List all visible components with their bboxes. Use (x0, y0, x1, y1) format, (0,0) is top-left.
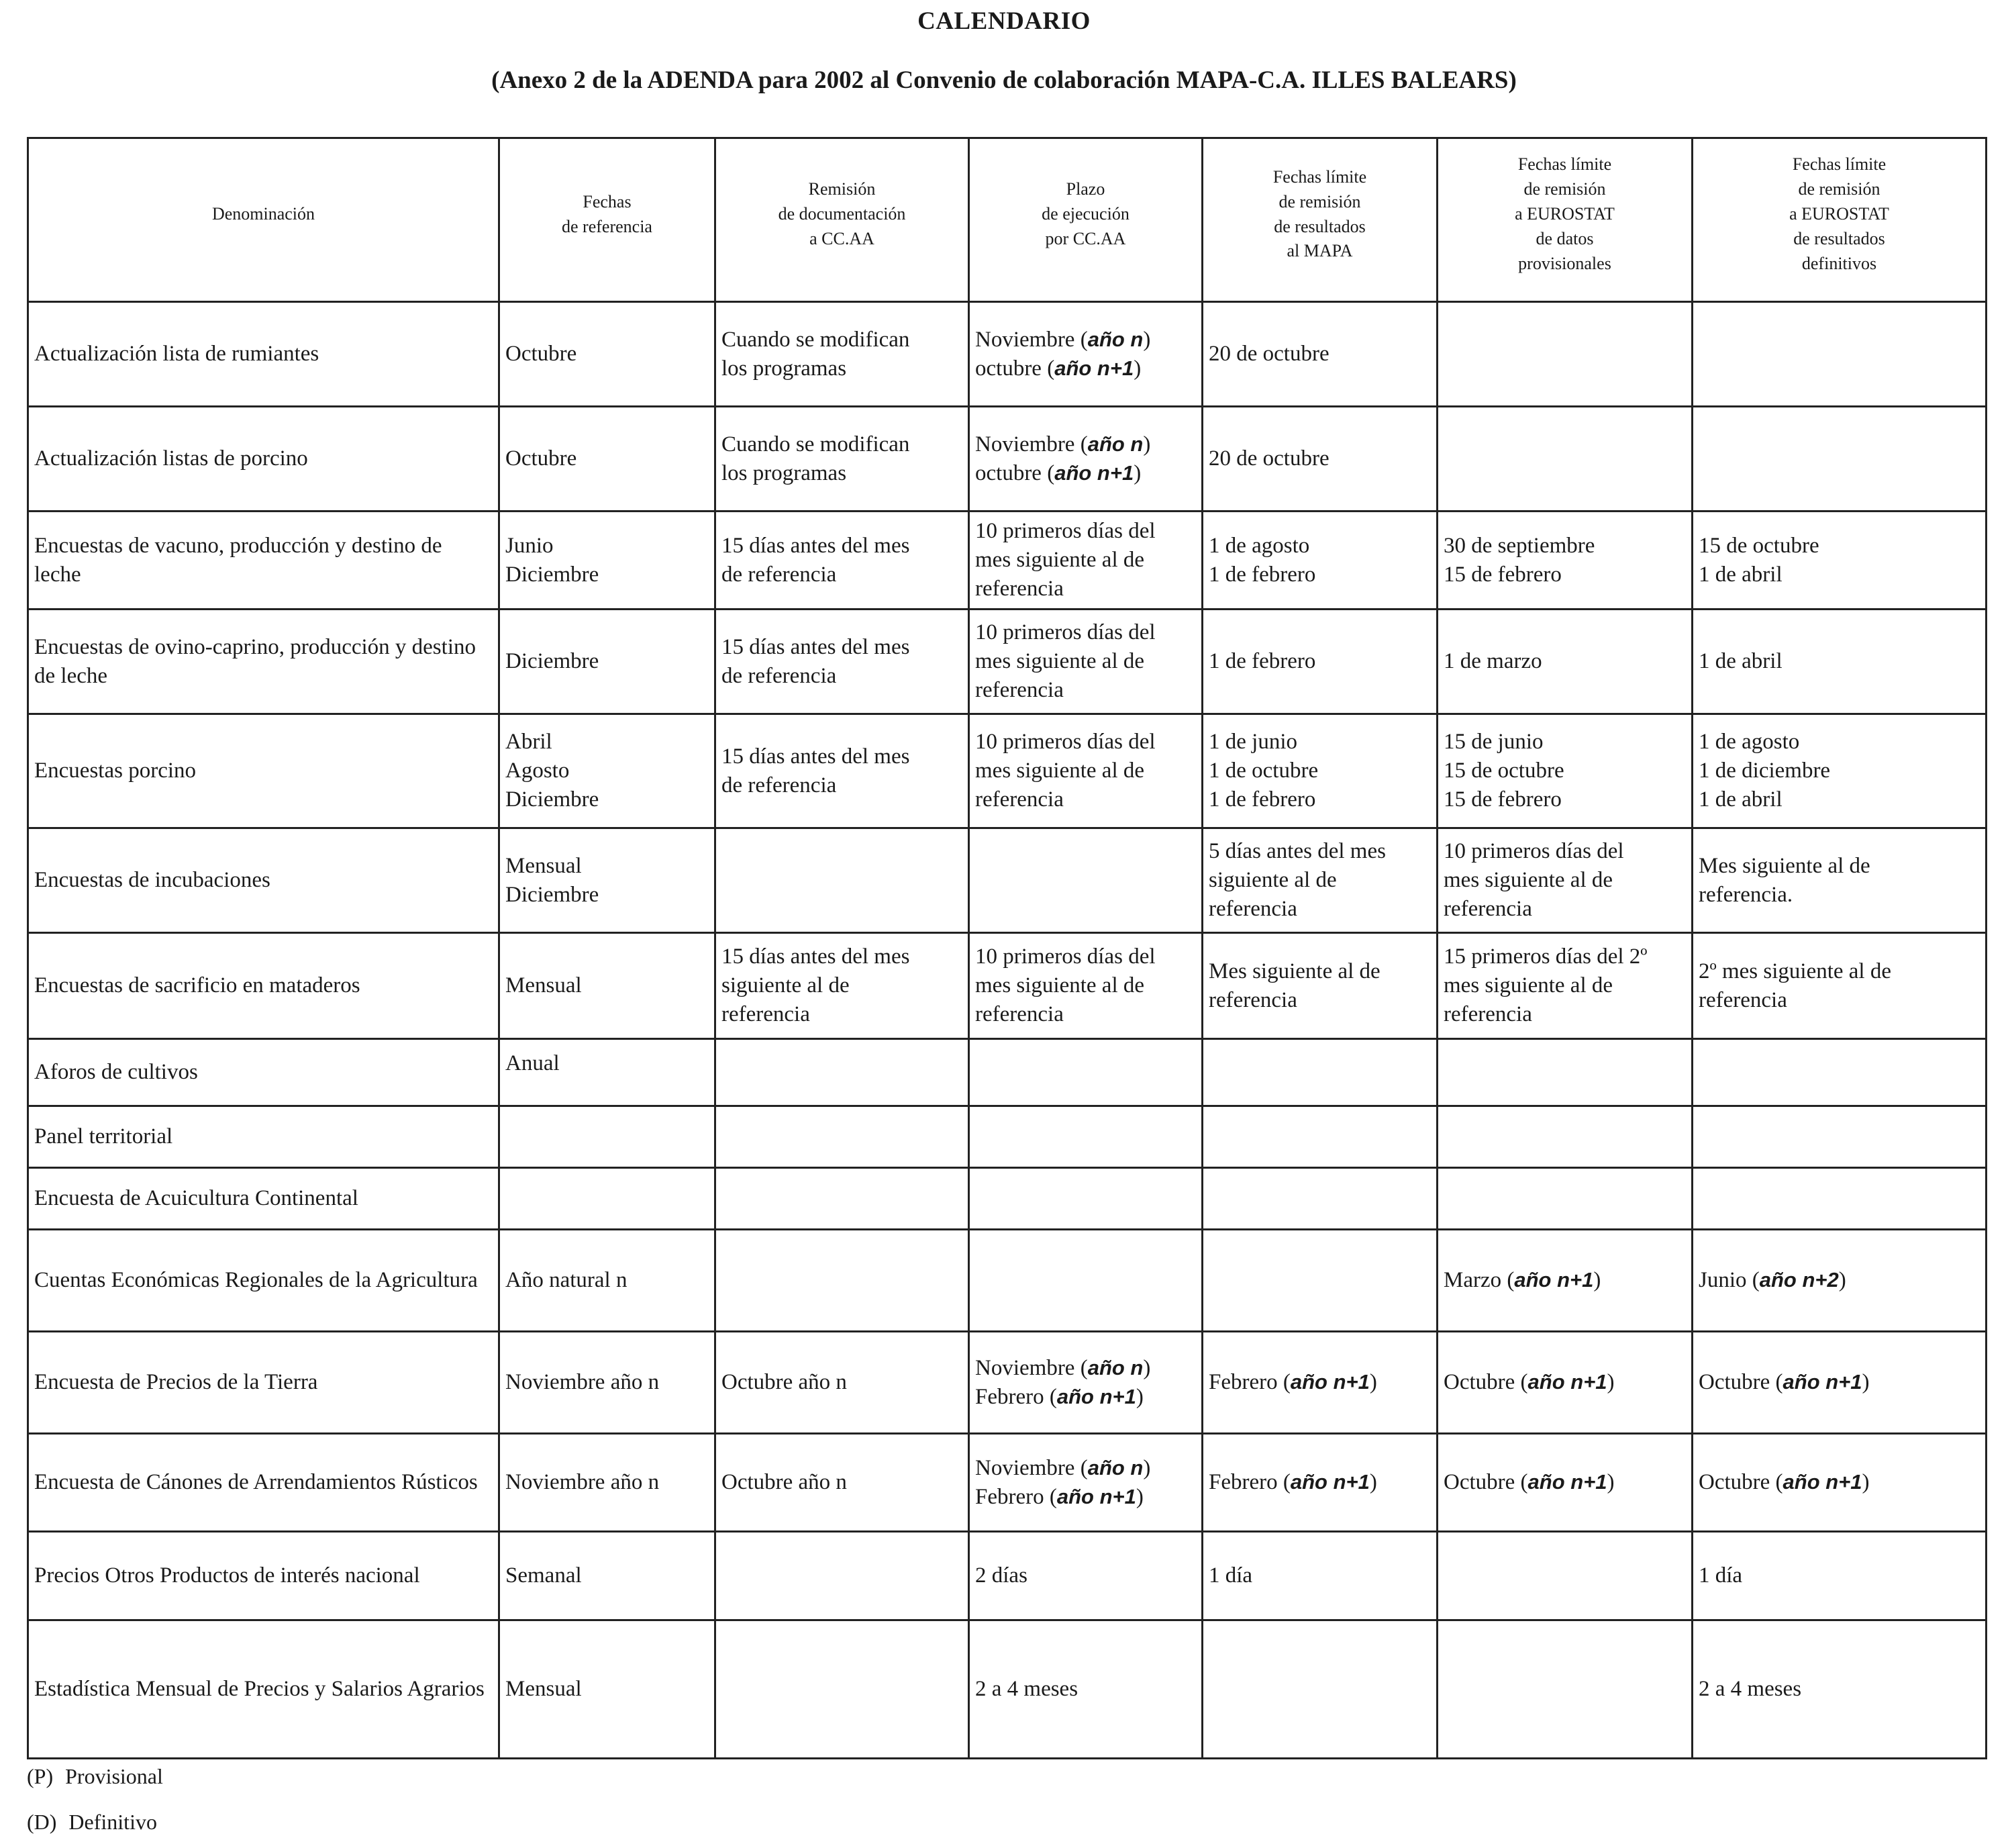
cell-plazo: 10 primeros días del mes siguiente al de referencia (969, 512, 1203, 610)
text-segment: ) (1862, 1370, 1870, 1395)
table-row (28, 1230, 1987, 1332)
cell-plazo (969, 1106, 1203, 1168)
cell-eurostat-def: 1 día (1693, 1532, 1987, 1620)
cell-eurostat-prov: 30 de septiembre 15 de febrero (1438, 512, 1693, 610)
text-segment: ) (1134, 460, 1142, 485)
cell-denominacion: Cuentas Económicas Regionales de la Agricultura (28, 1230, 499, 1332)
cell-eurostat-def (1693, 407, 1987, 512)
text-segment: Octubre ( (1699, 1470, 1783, 1495)
table-row (28, 714, 1987, 828)
text-segment: Noviembre ( (975, 1355, 1088, 1380)
legend-label: Provisional (65, 1764, 163, 1788)
year-variable: año n (1087, 327, 1144, 351)
table-row (28, 302, 1987, 407)
cell-plazo (969, 407, 1203, 512)
legend-definitivo (27, 1810, 157, 1835)
cell-eurostat-prov: 1 de marzo (1438, 610, 1693, 714)
cell-documentacion (715, 828, 969, 933)
cell-eurostat-def: 2º mes siguiente al de referencia (1693, 933, 1987, 1039)
document-subtitle: (Anexo 2 de la ADENDA para 2002 al Convenio de colaboración MAPA-C.A. ILLES BALEARS) (491, 66, 1517, 94)
header-fechas-mapa: Fechas límite de remisión de resultados al MAPA (1203, 138, 1438, 302)
cell-mapa: 1 día (1203, 1532, 1438, 1620)
cell-plazo (969, 302, 1203, 407)
cell-documentacion (715, 1039, 969, 1106)
cell-eurostat-def: Mes siguiente al de referencia. (1693, 828, 1987, 933)
cell-eurostat-def (1693, 1332, 1987, 1434)
cell-mapa (1203, 1230, 1438, 1332)
table-row (28, 828, 1987, 933)
text-segment: Noviembre ( (975, 327, 1088, 352)
cell-plazo (969, 1434, 1203, 1532)
text-segment: Junio ( (1699, 1268, 1760, 1293)
cell-mapa: 1 de agosto 1 de febrero (1203, 512, 1438, 610)
year-variable: año n+1 (1056, 1384, 1136, 1408)
text-segment: ) (1136, 1384, 1144, 1409)
cell-mapa (1203, 1332, 1438, 1434)
year-variable: año n+1 (1056, 1484, 1136, 1508)
cell-plazo (969, 1230, 1203, 1332)
cell-documentacion: 15 días antes del mes de referencia (715, 714, 969, 828)
cell-mapa (1203, 1620, 1438, 1759)
year-variable: año n (1087, 1355, 1144, 1379)
cell-documentacion (715, 1620, 969, 1759)
cell-eurostat-def (1693, 1434, 1987, 1532)
cell-mapa: Mes siguiente al de referencia (1203, 933, 1438, 1039)
text-segment: ) (1862, 1470, 1870, 1495)
cell-referencia: Semanal (499, 1532, 715, 1620)
cell-eurostat-def (1693, 1039, 1987, 1106)
text-segment: ) (1134, 356, 1142, 381)
text-segment: Noviembre ( (975, 1455, 1088, 1480)
cell-mapa (1203, 1106, 1438, 1168)
cell-eurostat-prov: 10 primeros días del mes siguiente al de referencia (1438, 828, 1693, 933)
cell-plazo: 10 primeros días del mes siguiente al de referencia (969, 714, 1203, 828)
cell-referencia: Mensual Diciembre (499, 828, 715, 933)
year-variable: año n (1087, 432, 1144, 456)
table-row (28, 407, 1987, 512)
cell-documentacion: 15 días antes del mes siguiente al de referencia (715, 933, 969, 1039)
cell-eurostat-prov (1438, 1106, 1693, 1168)
legend-label: Definitivo (68, 1810, 157, 1834)
cell-mapa (1203, 1168, 1438, 1230)
header-eurostat-definitivos: Fechas límite de remisión a EUROSTAT de resultados definitivos (1693, 138, 1987, 302)
year-variable: año n+1 (1783, 1370, 1862, 1394)
cell-plazo: 2 a 4 meses (969, 1620, 1203, 1759)
cell-eurostat-prov (1438, 1532, 1693, 1620)
cell-documentacion: Octubre año n (715, 1332, 969, 1434)
cell-referencia: Diciembre (499, 610, 715, 714)
cell-eurostat-prov (1438, 1230, 1693, 1332)
text-segment: ) (1136, 1484, 1144, 1509)
cell-denominacion: Encuestas de vacuno, producción y destino de leche (28, 512, 499, 610)
year-variable: año n+1 (1290, 1470, 1370, 1494)
text-segment: ) (1369, 1370, 1377, 1395)
year-variable: año n+1 (1783, 1470, 1862, 1494)
table-row (28, 1434, 1987, 1532)
cell-denominacion: Encuesta de Acuicultura Continental (28, 1168, 499, 1230)
cell-denominacion: Encuesta de Cánones de Arrendamientos Rústicos (28, 1434, 499, 1532)
cell-eurostat-def: 1 de agosto 1 de diciembre 1 de abril (1693, 714, 1987, 828)
table-row (28, 1532, 1987, 1620)
legend-code: (P) (27, 1764, 54, 1788)
cell-referencia: Noviembre año n (499, 1332, 715, 1434)
cell-referencia: Mensual (499, 933, 715, 1039)
cell-referencia: Mensual (499, 1620, 715, 1759)
cell-eurostat-prov (1438, 1332, 1693, 1434)
cell-eurostat-def: 1 de abril (1693, 610, 1987, 714)
text-segment: Noviembre ( (975, 432, 1088, 456)
cell-mapa: 5 días antes del mes siguiente al de referencia (1203, 828, 1438, 933)
cell-denominacion: Encuestas de ovino-caprino, producción y destino de leche (28, 610, 499, 714)
table-row (28, 1168, 1987, 1230)
cell-mapa: 1 de febrero (1203, 610, 1438, 714)
legend-code: (D) (27, 1810, 57, 1834)
cell-documentacion (715, 1532, 969, 1620)
cell-eurostat-prov (1438, 1039, 1693, 1106)
header-fechas-referencia: Fechas de referencia (499, 138, 715, 302)
text-segment: ) octubre ( (975, 327, 1151, 381)
cell-plazo: 10 primeros días del mes siguiente al de referencia (969, 610, 1203, 714)
cell-denominacion: Precios Otros Productos de interés nacional (28, 1532, 499, 1620)
cell-denominacion: Actualización listas de porcino (28, 407, 499, 512)
header-remision-documentacion: Remisión de documentación a CC.AA (715, 138, 969, 302)
cell-mapa (1203, 1039, 1438, 1106)
cell-plazo (969, 1332, 1203, 1434)
year-variable: año n+1 (1514, 1268, 1594, 1292)
cell-documentacion: Cuando se modifican los programas (715, 302, 969, 407)
table-row (28, 1106, 1987, 1168)
header-denominacion: Denominación (28, 138, 499, 302)
text-segment: ) (1838, 1268, 1846, 1293)
cell-mapa: 20 de octubre (1203, 302, 1438, 407)
cell-documentacion: Cuando se modifican los programas (715, 407, 969, 512)
cell-plazo: 10 primeros días del mes siguiente al de referencia (969, 933, 1203, 1039)
cell-denominacion: Encuestas porcino (28, 714, 499, 828)
cell-eurostat-def (1693, 1106, 1987, 1168)
year-variable: año n+2 (1759, 1268, 1839, 1292)
cell-referencia: Abril Agosto Diciembre (499, 714, 715, 828)
cell-denominacion: Estadística Mensual de Precios y Salarios Agrarios (28, 1620, 499, 1759)
year-variable: año n+1 (1527, 1370, 1607, 1394)
cell-mapa (1203, 1434, 1438, 1532)
year-variable: año n+1 (1054, 356, 1134, 380)
cell-referencia: Junio Diciembre (499, 512, 715, 610)
year-variable: año n (1087, 1455, 1144, 1479)
text-segment: Marzo ( (1444, 1268, 1515, 1293)
table-row (28, 1332, 1987, 1434)
document-title: CALENDARIO (917, 7, 1091, 35)
cell-eurostat-def (1693, 1168, 1987, 1230)
text-segment: ) (1369, 1470, 1377, 1495)
text-segment: Octubre ( (1444, 1370, 1528, 1395)
cell-documentacion: 15 días antes del mes de referencia (715, 512, 969, 610)
text-segment: Febrero ( (1209, 1470, 1291, 1495)
text-segment: ) octubre ( (975, 432, 1151, 485)
text-segment: ) (1607, 1370, 1615, 1395)
cell-referencia (499, 1106, 715, 1168)
cell-denominacion: Panel territorial (28, 1106, 499, 1168)
cell-eurostat-def (1693, 1230, 1987, 1332)
cell-referencia: Octubre (499, 407, 715, 512)
cell-plazo (969, 1168, 1203, 1230)
calendar-table (27, 137, 1987, 1759)
cell-eurostat-prov (1438, 1168, 1693, 1230)
table-row (28, 1039, 1987, 1106)
cell-eurostat-prov: 15 primeros días del 2º mes siguiente al de referencia (1438, 933, 1693, 1039)
cell-eurostat-prov (1438, 1620, 1693, 1759)
cell-mapa: 1 de junio 1 de octubre 1 de febrero (1203, 714, 1438, 828)
legend-provisional (27, 1764, 163, 1789)
year-variable: año n+1 (1290, 1370, 1370, 1394)
text-segment: ) (1593, 1268, 1601, 1293)
header-eurostat-provisionales: Fechas límite de remisión a EUROSTAT de datos provisionales (1438, 138, 1693, 302)
cell-referencia: Noviembre año n (499, 1434, 715, 1532)
cell-eurostat-prov (1438, 407, 1693, 512)
year-variable: año n+1 (1054, 460, 1134, 485)
cell-denominacion: Encuestas de sacrificio en mataderos (28, 933, 499, 1039)
year-variable: año n+1 (1527, 1470, 1607, 1494)
cell-denominacion: Encuesta de Precios de la Tierra (28, 1332, 499, 1434)
table-row (28, 933, 1987, 1039)
cell-documentacion: 15 días antes del mes de referencia (715, 610, 969, 714)
cell-denominacion: Actualización lista de rumiantes (28, 302, 499, 407)
text-segment: Febrero ( (1209, 1370, 1291, 1395)
cell-documentacion (715, 1106, 969, 1168)
cell-referencia: Año natural n (499, 1230, 715, 1332)
text-segment: ) Febrero ( (975, 1455, 1151, 1509)
text-segment: ) Febrero ( (975, 1355, 1151, 1409)
text-segment: Octubre ( (1444, 1470, 1528, 1495)
table-row (28, 610, 1987, 714)
cell-denominacion: Aforos de cultivos (28, 1039, 499, 1106)
table-row (28, 1620, 1987, 1759)
cell-plazo (969, 828, 1203, 933)
cell-plazo: 2 días (969, 1532, 1203, 1620)
cell-referencia: Anual (499, 1039, 715, 1106)
cell-referencia: Octubre (499, 302, 715, 407)
cell-eurostat-def: 2 a 4 meses (1693, 1620, 1987, 1759)
table-row (28, 512, 1987, 610)
cell-documentacion: Octubre año n (715, 1434, 969, 1532)
cell-plazo (969, 1039, 1203, 1106)
cell-documentacion (715, 1230, 969, 1332)
text-segment: ) (1607, 1470, 1615, 1495)
header-row (28, 138, 1987, 302)
cell-documentacion (715, 1168, 969, 1230)
cell-referencia (499, 1168, 715, 1230)
header-plazo-ejecucion: Plazo de ejecución por CC.AA (969, 138, 1203, 302)
cell-eurostat-def: 15 de octubre 1 de abril (1693, 512, 1987, 610)
text-segment: Octubre ( (1699, 1370, 1783, 1395)
cell-denominacion: Encuestas de incubaciones (28, 828, 499, 933)
cell-eurostat-prov (1438, 302, 1693, 407)
cell-eurostat-prov: 15 de junio 15 de octubre 15 de febrero (1438, 714, 1693, 828)
cell-eurostat-prov (1438, 1434, 1693, 1532)
cell-eurostat-def (1693, 302, 1987, 407)
cell-mapa: 20 de octubre (1203, 407, 1438, 512)
